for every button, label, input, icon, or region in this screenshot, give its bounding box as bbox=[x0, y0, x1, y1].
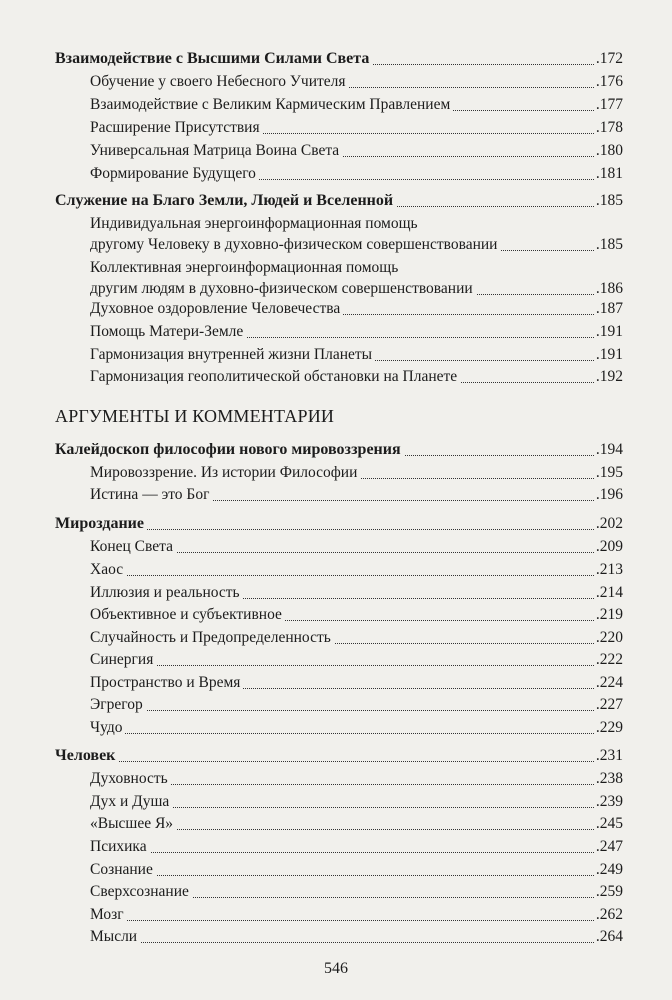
toc-entry-title: Истина — это Бог bbox=[90, 484, 212, 506]
toc-entry bbox=[0, 672, 672, 694]
toc-page-number: .185 bbox=[594, 234, 623, 256]
toc-entry-title: Эгрегор bbox=[90, 694, 146, 716]
toc-entry bbox=[0, 163, 672, 185]
dot-leader bbox=[60, 761, 600, 762]
toc-page-number: .245 bbox=[594, 813, 623, 835]
toc-page-number: .227 bbox=[594, 694, 623, 716]
toc-page-number: .194 bbox=[594, 439, 623, 461]
toc-entry-title-line1: Коллективная энергоинформационная помощь bbox=[90, 257, 398, 279]
toc-page-number: .231 bbox=[594, 745, 623, 767]
toc-entry-title: Сверхсознание bbox=[90, 881, 192, 903]
toc-entry bbox=[0, 649, 672, 671]
toc-entry-title: Чудо bbox=[90, 717, 125, 739]
toc-heading bbox=[0, 745, 672, 767]
toc-entry-continued bbox=[0, 257, 672, 279]
toc-entry-title: Мировоззрение. Из истории Философии bbox=[90, 462, 360, 484]
toc-entry bbox=[0, 768, 672, 790]
toc-page-number: .214 bbox=[594, 582, 623, 604]
toc-page-number: .196 bbox=[594, 484, 623, 506]
toc-entry bbox=[0, 298, 672, 320]
toc-entry-title: Формирование Будущего bbox=[90, 163, 259, 185]
toc-heading-title: Мироздание bbox=[55, 513, 147, 535]
toc-entry-title: Расширение Присутствия bbox=[90, 117, 263, 139]
toc-entry-title: Духовное оздоровление Человечества bbox=[90, 298, 343, 320]
toc-entry-title: Сознание bbox=[90, 859, 156, 881]
toc-entry-title: Универсальная Матрица Воина Света bbox=[90, 140, 342, 162]
toc-entry bbox=[0, 791, 672, 813]
toc-page-number: .238 bbox=[594, 768, 623, 790]
toc-entry bbox=[0, 694, 672, 716]
toc-entry-title: Взаимодействие с Великим Кармическим Правлением bbox=[90, 94, 453, 116]
toc-entry bbox=[0, 140, 672, 162]
toc-page-number: .172 bbox=[594, 48, 623, 70]
toc-entry-title: Конец Света bbox=[90, 536, 176, 558]
toc-heading bbox=[0, 513, 672, 535]
part-title: АРГУМЕНТЫ И КОММЕНТАРИИ bbox=[55, 406, 335, 426]
toc-entry bbox=[0, 234, 672, 256]
toc-page-number: .209 bbox=[594, 536, 623, 558]
toc-page-number: .192 bbox=[594, 366, 623, 388]
toc-heading-title: Человек bbox=[55, 745, 118, 767]
toc-page-number: .220 bbox=[594, 627, 623, 649]
dot-leader bbox=[95, 920, 600, 921]
toc-entry bbox=[0, 881, 672, 903]
dot-leader bbox=[95, 710, 600, 711]
toc-page-number: .222 bbox=[594, 649, 623, 671]
toc-entry-title: Психика bbox=[90, 836, 150, 858]
toc-entry-title: Иллюзия и реальность bbox=[90, 582, 243, 604]
toc-entry bbox=[0, 717, 672, 739]
toc-entry bbox=[0, 859, 672, 881]
toc-entry bbox=[0, 627, 672, 649]
toc-entry bbox=[0, 278, 672, 300]
toc-entry bbox=[0, 462, 672, 484]
toc-entry bbox=[0, 94, 672, 116]
toc-entry bbox=[0, 71, 672, 93]
dot-leader bbox=[95, 575, 600, 576]
toc-entry bbox=[0, 321, 672, 343]
toc-page-number: .187 bbox=[594, 298, 623, 320]
toc-entry bbox=[0, 926, 672, 948]
toc-entry-title: Случайность и Предопределенность bbox=[90, 627, 334, 649]
toc-entry bbox=[0, 484, 672, 506]
toc-entry-title: другим людям в духовно-физическом совершенствовании bbox=[90, 278, 476, 300]
toc-page-number: .262 bbox=[594, 904, 623, 926]
toc-page-number: .259 bbox=[594, 881, 623, 903]
toc-page-number: .176 bbox=[594, 71, 623, 93]
toc-entry-title: Мозг bbox=[90, 904, 127, 926]
toc-entry-continued bbox=[0, 213, 672, 235]
toc-page-number: .181 bbox=[594, 163, 623, 185]
toc-entry-title: Мысли bbox=[90, 926, 140, 948]
toc-entry-title: Духовность bbox=[90, 768, 171, 790]
toc-entry-title: «Высшее Я» bbox=[90, 813, 176, 835]
toc-heading bbox=[0, 48, 672, 70]
toc-heading-title: Служение на Благо Земли, Людей и Вселенной bbox=[55, 190, 396, 212]
toc-heading bbox=[0, 190, 672, 212]
toc-entry bbox=[0, 344, 672, 366]
page-number: 546 bbox=[324, 960, 348, 977]
toc-page-number: .186 bbox=[594, 278, 623, 300]
toc-entry-title: Объективное и субъективное bbox=[90, 604, 285, 626]
toc-entry-title: другому Человеку в духовно-физическом совершенствовании bbox=[90, 234, 500, 256]
toc-entry-title: Пространство и Время bbox=[90, 672, 243, 694]
toc-entry bbox=[0, 559, 672, 581]
toc-page-number: .213 bbox=[594, 559, 623, 581]
dot-leader bbox=[95, 733, 600, 734]
toc-heading-title: Калейдоскоп философии нового мировоззрения bbox=[55, 439, 404, 461]
dot-leader bbox=[95, 942, 600, 943]
dot-leader bbox=[95, 875, 600, 876]
toc-page-number: .247 bbox=[594, 836, 623, 858]
toc-page-number: .180 bbox=[594, 140, 623, 162]
toc-page-number: .178 bbox=[594, 117, 623, 139]
toc-entry bbox=[0, 582, 672, 604]
toc-entry bbox=[0, 604, 672, 626]
dot-leader bbox=[95, 665, 600, 666]
toc-page-number: .177 bbox=[594, 94, 623, 116]
toc-page-number: .191 bbox=[594, 321, 623, 343]
toc-heading-title: Взаимодействие с Высшими Силами Света bbox=[55, 48, 372, 70]
toc-page-number: .195 bbox=[594, 462, 623, 484]
toc-entry-title: Гармонизация внутренней жизни Планеты bbox=[90, 344, 375, 366]
toc-entry-title-line1: Индивидуальная энергоинформационная помощь bbox=[90, 213, 418, 235]
toc-page-number: .191 bbox=[594, 344, 623, 366]
toc-entry bbox=[0, 117, 672, 139]
dot-leader bbox=[95, 784, 600, 785]
toc-page-number: .249 bbox=[594, 859, 623, 881]
toc-page-number: .239 bbox=[594, 791, 623, 813]
toc-entry bbox=[0, 536, 672, 558]
dot-leader bbox=[95, 852, 600, 853]
toc-entry-title: Гармонизация геополитической обстановки на Планете bbox=[90, 366, 460, 388]
toc-entry bbox=[0, 813, 672, 835]
toc-page-number: .229 bbox=[594, 717, 623, 739]
toc-page-number: .219 bbox=[594, 604, 623, 626]
toc-entry-title: Обучение у своего Небесного Учителя bbox=[90, 71, 349, 93]
toc-page-number: .264 bbox=[594, 926, 623, 948]
toc-entry-title: Помощь Матери-Земле bbox=[90, 321, 246, 343]
toc-entry-title: Хаос bbox=[90, 559, 126, 581]
toc-entry bbox=[0, 836, 672, 858]
toc-heading bbox=[0, 439, 672, 461]
toc-page-number: .185 bbox=[594, 190, 623, 212]
toc-entry-title: Синергия bbox=[90, 649, 156, 671]
toc-entry-title: Дух и Душа bbox=[90, 791, 172, 813]
toc-page-number: .202 bbox=[594, 513, 623, 535]
toc-entry bbox=[0, 366, 672, 388]
toc-entry bbox=[0, 904, 672, 926]
toc-page-number: .224 bbox=[594, 672, 623, 694]
